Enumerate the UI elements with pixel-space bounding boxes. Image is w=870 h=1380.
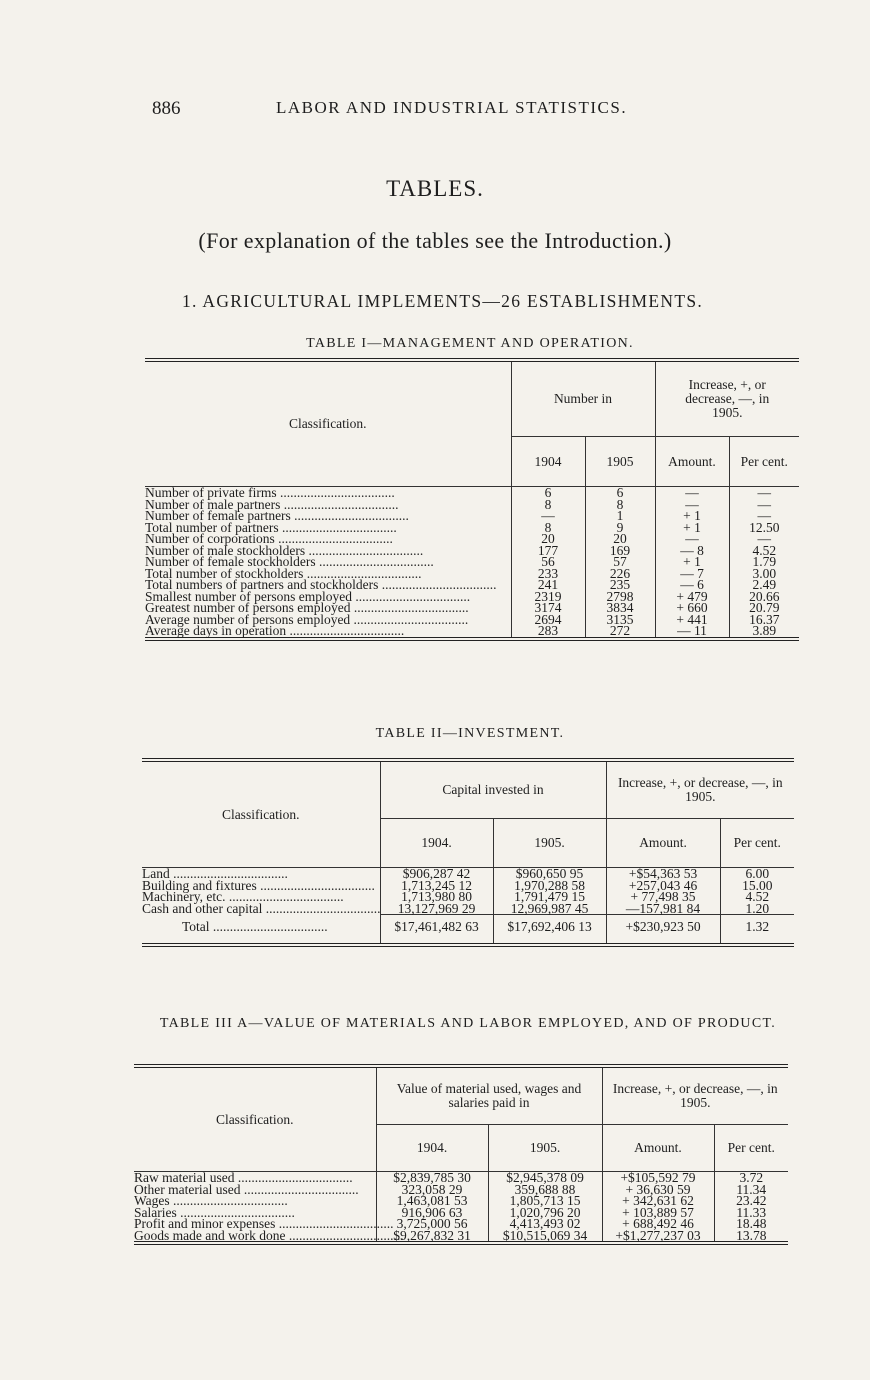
table1-col-percent: Per cent.: [729, 436, 799, 486]
cell-label: Land ..................................: [142, 868, 380, 880]
cell-v1905: 2798: [585, 591, 655, 603]
running-head: [152, 98, 792, 122]
cell-label: Greatest number of persons employed ..................................: [145, 602, 511, 614]
cell-label: Average number of persons employed ..................................: [145, 614, 511, 626]
total-v1904: $17,461,482 63: [380, 915, 493, 945]
cell-v1905: 1,020,796 20: [488, 1207, 602, 1219]
cell-v1905: 57: [585, 556, 655, 568]
cell-v1905: 272: [585, 625, 655, 639]
cell-v1905: $2,945,378 09: [488, 1172, 602, 1184]
cell-v1904: 2319: [511, 591, 585, 603]
table2-col-capital: Capital invested in: [380, 760, 606, 819]
table3-col-value: Value of material used, wages and salaries paid in: [376, 1066, 602, 1125]
cell-v1904: 6: [511, 487, 585, 499]
cell-amount: + 36,630 59: [602, 1184, 714, 1196]
cell-pct: 12.50: [749, 519, 780, 535]
cell-v1905: 3135: [585, 614, 655, 626]
table2-body: [142, 868, 794, 945]
cell-v1905: 1,805,713 15: [488, 1195, 602, 1207]
cell-amount: + 1: [655, 510, 729, 522]
table2-col-1904: 1904.: [380, 819, 493, 868]
intro-note: (For explanation of the tables see the Introduction.): [198, 228, 672, 253]
cell-v1904: 2694: [511, 614, 585, 626]
cell-v1904: 177: [511, 545, 585, 557]
cell-pct: 18.48: [736, 1216, 767, 1231]
table3: [134, 1064, 788, 1245]
cell-v1904: 1,463,081 53: [376, 1195, 488, 1207]
cell-v1905: 4,413,493 02: [488, 1218, 602, 1230]
cell-v1904: 916,906 63: [376, 1207, 488, 1219]
cell-amount: + 660: [655, 602, 729, 614]
cell-v1904: 8: [511, 499, 585, 511]
cell-pct: 1.79: [752, 554, 777, 569]
cell-v1905: 1,970,288 58: [493, 880, 606, 892]
cell-amount: + 342,631 62: [602, 1195, 714, 1207]
cell-pct: 11.34: [736, 1181, 767, 1197]
cell-label: Building and fixtures ..................................: [142, 880, 380, 892]
cell-v1904: $9,267,832 31: [376, 1230, 488, 1244]
cell-pct: —: [757, 508, 771, 523]
cell-v1905: 12,969,987 45: [493, 903, 606, 915]
cell-amount: —: [655, 499, 729, 511]
cell-v1904: $906,287 42: [380, 868, 493, 880]
cell-pct: 20.79: [749, 600, 780, 615]
table-row: [134, 1230, 788, 1244]
cell-pct: 20.66: [749, 588, 780, 604]
table1-col-increase: Increase, +, or decrease, —, in 1905.: [655, 360, 799, 436]
table1: [145, 358, 799, 641]
cell-amount: +$1,277,237 03: [602, 1230, 714, 1244]
total-v1905: $17,692,406 13: [493, 915, 606, 945]
cell-v1904: 1,713,980 80: [380, 891, 493, 903]
cell-label: Cash and other capital ..................................: [142, 900, 381, 916]
cell-label: Raw material used ..................................: [134, 1172, 376, 1184]
cell-amount: + 688,492 46: [602, 1218, 714, 1230]
cell-pct: 23.42: [736, 1193, 767, 1208]
table3-col-1905: 1905.: [488, 1125, 602, 1172]
cell-pct: 4.52: [752, 542, 777, 558]
table1-col-classification: Classification.: [145, 360, 511, 487]
table1-col-1905: 1905: [585, 436, 655, 486]
table2-col-amount: Amount.: [606, 819, 720, 868]
cell-amount: — 6: [655, 579, 729, 591]
cell-v1904: 283: [511, 625, 585, 639]
cell-v1904: 13,127,969 29: [380, 903, 493, 915]
cell-amount: — 11: [655, 625, 729, 639]
cell-v1904: 8: [511, 522, 585, 534]
cell-amount: +$54,363 53: [606, 868, 720, 880]
cell-pct: 15.00: [742, 877, 773, 893]
cell-label: Total number of stockholders ..................................: [145, 568, 511, 580]
cell-v1905: 1: [585, 510, 655, 522]
cell-amount: + 479: [655, 591, 729, 603]
table3-col-increase: Increase, +, or decrease, —, in 1905.: [602, 1066, 788, 1125]
table2-col-percent: Per cent.: [720, 819, 794, 868]
cell-amount: —157,981 84: [606, 903, 720, 915]
cell-label: Number of female partners ..................................: [145, 510, 511, 522]
cell-label: Smallest number of persons employed ..................................: [145, 591, 511, 603]
cell-v1904: 20: [511, 533, 585, 545]
cell-v1905: 235: [585, 579, 655, 591]
section-title: 1. AGRICULTURAL IMPLEMENTS—26 ESTABLISHMENTS.: [182, 291, 704, 311]
cell-amount: +257,043 46: [606, 880, 720, 892]
cell-v1905: 1,791,479 15: [493, 891, 606, 903]
table-total-row: [142, 915, 794, 945]
cell-label: Other material used ..................................: [134, 1184, 376, 1196]
cell-v1905: 20: [585, 533, 655, 545]
cell-pct: 11.33: [736, 1204, 767, 1220]
page-heading: TABLES.: [386, 176, 484, 201]
cell-amount: + 103,889 57: [602, 1207, 714, 1219]
cell-label: Total number of partners ..................................: [145, 522, 511, 534]
cell-amount: + 1: [655, 522, 729, 534]
cell-amount: +$105,592 79: [602, 1172, 714, 1184]
cell-label: Salaries ..................................: [134, 1207, 376, 1219]
total-label: Total ..................................: [142, 915, 380, 945]
page-number: 886: [152, 98, 181, 119]
cell-v1905: 3834: [585, 602, 655, 614]
cell-pct: —: [757, 496, 771, 512]
cell-pct: 16.37: [749, 611, 780, 627]
cell-amount: + 441: [655, 614, 729, 626]
cell-pct: 3.89: [752, 623, 777, 638]
cell-label: Profit and minor expenses ..................................: [134, 1216, 394, 1231]
table-row: [142, 903, 794, 915]
table3-col-amount: Amount.: [602, 1125, 714, 1172]
cell-v1904: 3174: [511, 602, 585, 614]
cell-pct: 4.52: [745, 889, 770, 904]
cell-v1905: 9: [585, 522, 655, 534]
cell-v1905: 8: [585, 499, 655, 511]
table1-caption: TABLE I—MANAGEMENT AND OPERATION.: [306, 336, 634, 351]
cell-v1904: 241: [511, 579, 585, 591]
cell-amount: —: [655, 487, 729, 499]
cell-amount: — 8: [655, 545, 729, 557]
cell-v1905: 359,688 88: [488, 1184, 602, 1196]
cell-v1904: 56: [511, 556, 585, 568]
cell-label: Total numbers of partners and stockholders ..................................: [145, 579, 511, 591]
table3-col-percent: Per cent.: [714, 1125, 788, 1172]
cell-label: Machinery, etc. ..................................: [142, 891, 380, 903]
cell-v1904: 3,725,000 56: [376, 1218, 488, 1230]
table2: [142, 758, 794, 947]
table1-col-1904: 1904: [511, 436, 585, 486]
cell-amount: + 1: [655, 556, 729, 568]
cell-label: Number of female stockholders ..................................: [145, 556, 511, 568]
table1-col-amount: Amount.: [655, 436, 729, 486]
cell-pct: 1.20: [745, 900, 770, 916]
cell-label: Number of corporations ..................................: [145, 533, 511, 545]
cell-label: Goods made and work done ..................................: [134, 1227, 404, 1243]
cell-pct: 3.72: [739, 1170, 764, 1185]
cell-pct: 2.49: [752, 577, 777, 592]
cell-v1905: $960,650 95: [493, 868, 606, 880]
cell-label: Wages ..................................: [134, 1195, 376, 1207]
table2-col-1905: 1905.: [493, 819, 606, 868]
cell-amount: —: [655, 533, 729, 545]
cell-v1904: 233: [511, 568, 585, 580]
table2-col-increase: Increase, +, or decrease, —, in 1905.: [606, 760, 794, 819]
cell-v1904: 1,713,245 12: [380, 880, 493, 892]
table2-col-classification: Classification.: [142, 760, 380, 868]
cell-v1905: $10,515,069 34: [488, 1230, 602, 1244]
total-pct: 1.32: [720, 915, 794, 945]
cell-v1904: 323,058 29: [376, 1184, 488, 1196]
cell-label: Number of male partners ..................................: [145, 499, 511, 511]
cell-pct: 6.00: [745, 866, 770, 881]
cell-v1905: 226: [585, 568, 655, 580]
cell-v1905: 6: [585, 487, 655, 499]
cell-pct: 3.00: [752, 565, 777, 581]
cell-v1904: $2,839,785 30: [376, 1172, 488, 1184]
table1-col-number: Number in: [511, 360, 655, 436]
table-row: [145, 625, 799, 639]
total-amount: +$230,923 50: [606, 915, 720, 945]
table3-col-1904: 1904.: [376, 1125, 488, 1172]
table3-body: [134, 1172, 788, 1244]
table3-col-classification: Classification.: [134, 1066, 376, 1172]
cell-amount: — 7: [655, 568, 729, 580]
cell-amount: + 77,498 35: [606, 891, 720, 903]
cell-v1905: 169: [585, 545, 655, 557]
cell-v1904: —: [511, 510, 585, 522]
cell-label: Average days in operation ..................................: [145, 625, 511, 639]
cell-pct: —: [757, 531, 771, 546]
cell-label: Number of private firms ..................................: [145, 487, 511, 499]
running-title: LABOR AND INDUSTRIAL STATISTICS.: [276, 98, 628, 117]
table3-caption: TABLE III A—VALUE OF MATERIALS AND LABOR EMPLOYED, AND OF PRODUCT.: [159, 1016, 777, 1031]
cell-pct: 13.78: [736, 1227, 767, 1243]
cell-pct: —: [757, 485, 771, 500]
table1-body: [145, 487, 799, 639]
table2-caption: TABLE II—INVESTMENT.: [375, 726, 565, 741]
cell-label: Number of male stockholders ..................................: [145, 545, 511, 557]
